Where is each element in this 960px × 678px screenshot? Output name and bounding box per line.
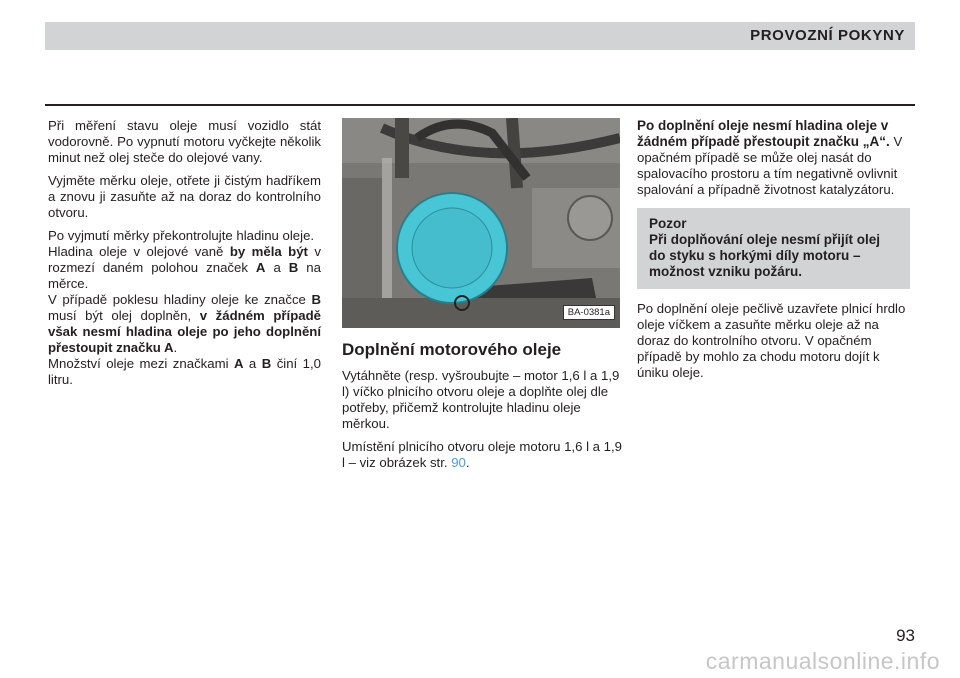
mark-b: B <box>288 260 299 275</box>
paragraph-measure: Při měření stavu oleje musí vozidlo stát vodorovně. Po vypnutí motoru vyčkejte několik minut než olej steče do olejové vany. <box>48 118 321 165</box>
page-link[interactable]: 90 <box>451 455 466 470</box>
mark-b: B <box>311 292 321 307</box>
paragraph-location: Umístění plnicího otvoru oleje motoru 1,6 l a 1,9 l – viz obrázek str. 90. <box>342 439 623 470</box>
paragraph-overfill: Po doplnění oleje nesmí hladina oleje v žádném případě přestoupit značku „A“. V opačném případě se může olej nasát do spalovacího prostoru a tím negativně ovlivnit spalování a případně životnost katalyzátoru. <box>637 118 903 197</box>
overfill-warning-lead: Po doplnění oleje nesmí hladina oleje v žádném případě přestoupit značku „A“. <box>637 118 890 149</box>
emphasis-never-exceed: v žádném případě však nesmí hladina oleje po jeho doplnění přestoupit značku A <box>48 308 321 355</box>
paragraph-fill: Vytáhněte (resp. vyšroubujte – motor 1,6 l a 1,9 l) víčko plnicího otvoru oleje a doplňte olej dle potřeby, přičemž kontrolujte hladinu oleje měrkou. <box>342 368 620 431</box>
mark-a: A <box>233 356 244 371</box>
engine-illustration <box>342 118 620 328</box>
caution-title: Pozor <box>649 216 687 231</box>
mark-b: B <box>261 356 272 371</box>
heading-topping-up: Doplnění motorového oleje <box>342 340 562 359</box>
header-bar <box>45 22 915 50</box>
section-title: PROVOZNÍ POKYNY <box>750 27 905 44</box>
divider-rule <box>45 104 915 106</box>
caution-box <box>637 208 910 289</box>
level-check-text: Po vyjmutí měrky překontrolujte hladinu oleje. <box>48 228 315 243</box>
column-3 <box>637 118 910 388</box>
paragraph-close-cap: Po doplnění oleje pečlivě uzavřete plnicí hrdlo oleje víčkem a zasuňte měrku oleje až na doraz do kontrolního otvoru. V opačném případě by mohlo za chodu motoru dojít k úniku oleje. <box>637 301 906 380</box>
paragraph-level: Po vyjmutí měrky překontrolujte hladinu oleje. Hladina oleje v olejové vaně by měla být v rozmezí daném polohou značek A a B na měrce. V případě poklesu hladiny oleje ke značce B musí být olej doplněn, v žádném případě však nesmí hladina oleje po jeho doplnění přestoupit značku A. Množství oleje mezi značkami A a B činí 1,0 litru. <box>48 228 321 387</box>
column-2 <box>342 118 622 478</box>
figure-label: BA-0381a <box>563 305 615 320</box>
emphasis-should-be: by měla být <box>229 244 308 259</box>
engine-figure <box>342 118 620 328</box>
mark-a: A <box>255 260 266 275</box>
watermark: carmanualsonline.info <box>705 648 940 674</box>
caution-text: Při doplňování oleje nesmí přijít olej do styku s horkými díly motoru – možnost vzniku požáru. <box>649 232 881 279</box>
paragraph-dipstick: Vyjměte měrku oleje, otřete ji čistým hadříkem a znovu ji zasuňte až na doraz do kontrolního otvoru. <box>48 173 321 220</box>
column-1 <box>48 118 321 395</box>
page-number: 93 <box>896 626 915 645</box>
